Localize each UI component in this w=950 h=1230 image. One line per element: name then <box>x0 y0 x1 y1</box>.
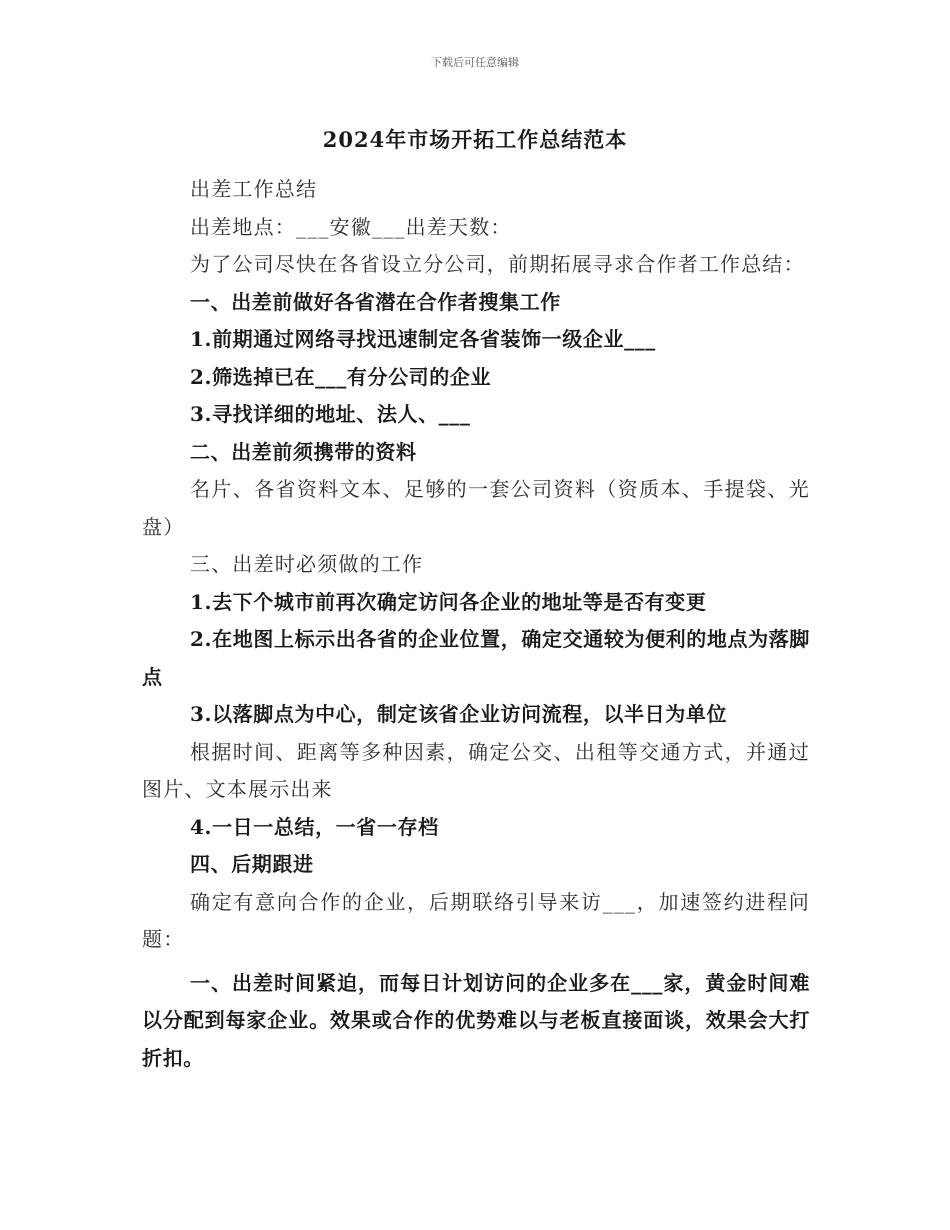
document-body <box>142 171 810 1077</box>
paragraph-16: 确定有意向合作的企业，后期联络引导来访___，加速签约进程问题： <box>142 889 810 951</box>
document-title: 2024年市场开拓工作总结范本 <box>322 127 628 152</box>
paragraph-9: 三、出差时必须做的工作 <box>190 552 424 576</box>
paragraph-8: 名片、各省资料文本、足够的一套公司资料（资质本、手提袋、光盘） <box>142 477 810 539</box>
paragraph-3: 一、出差前做好各省潜在合作者搜集工作 <box>190 289 561 314</box>
paragraph-15: 四、后期跟进 <box>190 852 314 876</box>
paragraph-5: 2.筛选掉已在___有分公司的企业 <box>190 364 492 389</box>
paragraph-10: 1.去下个城市前再次确定访问各企业的地址等是否有变更 <box>190 589 707 614</box>
paragraph-13: 根据时间、距离等多种因素，确定公交、出租等交通方式，并通过图片、文本展示出来 <box>142 739 810 801</box>
paragraph-7: 二、出差前须携带的资料 <box>190 439 417 464</box>
page-header-note: 下载后可任意编辑 <box>431 56 519 69</box>
paragraph-6: 3.寻找详细的地址、法人、___ <box>190 402 471 426</box>
paragraph-14: 4.一日一总结，一省一存档 <box>190 814 439 839</box>
paragraph-11: 2.在地图上标示出各省的企业位置，确定交通较为便利的地点为落脚点 <box>142 627 810 689</box>
paragraph-0: 出差工作总结 <box>190 177 318 201</box>
paragraph-1: 出差地点：___安徽___出差天数： <box>190 214 512 239</box>
paragraph-12: 3.以落脚点为中心，制定该省企业访问流程，以半日为单位 <box>190 702 728 726</box>
paragraph-17: 一、出差时间紧迫，而每日计划访问的企业多在___家，黄金时间难以分配到每家企业。效果或合作的优势难以与老板直接面谈，效果会大打折扣。 <box>142 970 810 1070</box>
paragraph-2: 为了公司尽快在各省设立分公司，前期拓展寻求合作者工作总结： <box>190 252 805 276</box>
paragraph-4: 1.前期通过网络寻找迅速制定各省装饰一级企业___ <box>190 327 656 351</box>
